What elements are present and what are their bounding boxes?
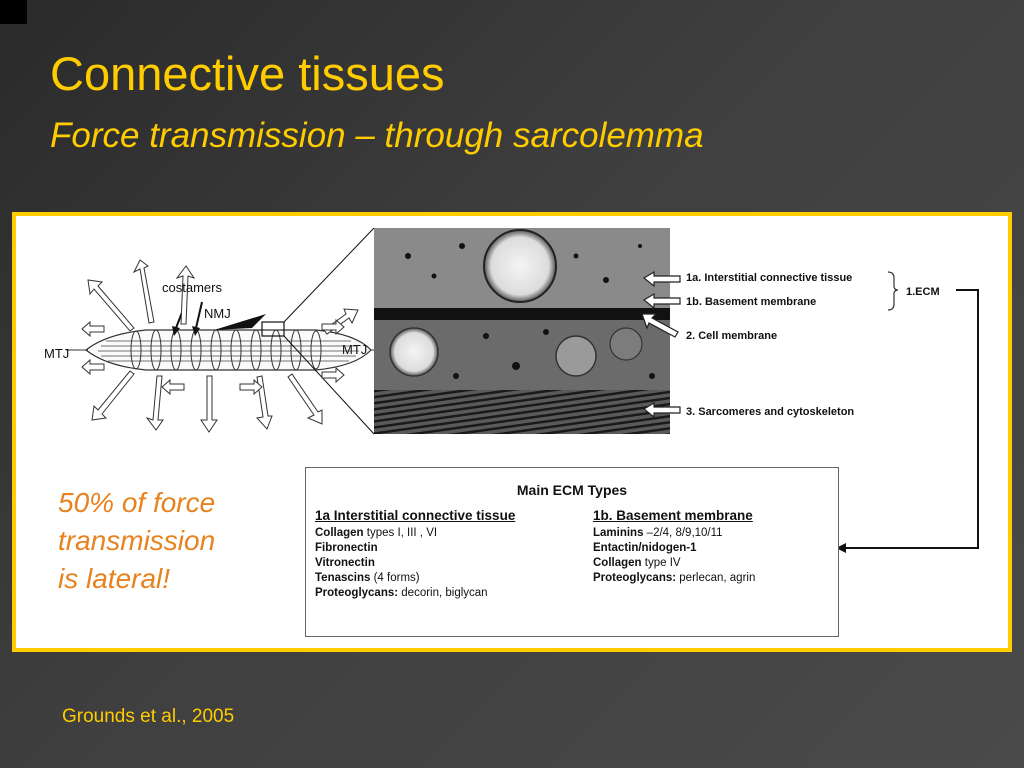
micrograph-label-1a: 1a. Interstitial connective tissue [686, 272, 853, 284]
ecm-column-header: 1a Interstitial connective tissue [315, 508, 516, 523]
ecm-row: Proteoglycans: decorin, biglycan [315, 587, 488, 599]
micrograph-vesicle-1 [484, 230, 556, 302]
nmj-label: NMJ [204, 306, 231, 321]
ecm-row: Collagen types I, III , VI [315, 527, 438, 539]
micrograph-sarcomere-stripes [374, 390, 670, 434]
ecm-table-title: Main ECM Types [516, 482, 628, 498]
electron-micrograph [374, 228, 670, 434]
ecm-brace [888, 272, 898, 310]
force-arrow-up-1 [134, 260, 154, 323]
ecm-types-table [305, 467, 839, 637]
corner-block [0, 0, 27, 24]
force-arrow-left-2 [82, 360, 104, 374]
micrograph-label-3: 3. Sarcomeres and cytoskeleton [686, 406, 855, 418]
ecm-column-basement [593, 508, 755, 586]
muscle-fiber-outline [86, 330, 371, 370]
mtj-left-label: MTJ [44, 346, 70, 361]
micrograph-label-2: 2. Cell membrane [686, 330, 778, 342]
slide-subtitle: Force transmission – through sarcolemma [50, 116, 704, 155]
ecm-row: Tenascins (4 forms) [315, 572, 420, 584]
force-arrow-down-left [92, 371, 134, 420]
force-arrow-down-4 [288, 374, 322, 424]
citation: Grounds et al., 2005 [62, 706, 235, 727]
ecm-connector-line [842, 290, 978, 548]
costamer-pointer-2 [196, 302, 202, 328]
figure-panel [12, 212, 1012, 652]
micrograph-vesicle-2 [390, 328, 438, 376]
zoom-line-top [284, 228, 374, 322]
ecm-row: Vitronectin [315, 557, 375, 569]
micrograph-vesicle-4 [610, 328, 642, 360]
muscle-fiber-diagram [66, 228, 382, 434]
ecm-row: Laminins –2/4, 8/9,10/11 [593, 527, 723, 539]
force-arrow-down-1 [147, 376, 163, 430]
slide-title: Connective tissues [50, 47, 445, 100]
force-arrow-down-2 [201, 376, 217, 432]
costamers-label: costamers [162, 280, 222, 295]
force-arrow-up-left [88, 280, 134, 331]
ecm-row: Fibronectin [315, 542, 378, 554]
ecm-row: Entactin/nidogen-1 [593, 542, 697, 554]
micrograph-label-1b: 1b. Basement membrane [686, 296, 817, 308]
callout-line: 50% of force [58, 487, 216, 518]
ecm-row: Proteoglycans: perlecan, agrin [593, 572, 756, 584]
force-arrow-left-1 [82, 322, 104, 336]
ecm-row: Collagen type IV [593, 557, 681, 569]
ecm-column-header: 1b. Basement membrane [593, 508, 753, 523]
micrograph-vesicle-3 [556, 336, 596, 376]
ecm-column-interstitial [315, 508, 515, 601]
lateral-force-callout [58, 484, 215, 598]
callout-line: is lateral! [58, 563, 171, 594]
micrograph-basement-band [374, 308, 670, 320]
force-arrow-right-2 [322, 368, 344, 382]
force-arrow-up-2 [177, 266, 194, 324]
ecm-label: 1.ECM [906, 286, 940, 298]
force-arrow-left-3 [162, 380, 184, 394]
callout-line: transmission [58, 525, 216, 556]
mtj-right-label: MTJ [342, 342, 368, 357]
